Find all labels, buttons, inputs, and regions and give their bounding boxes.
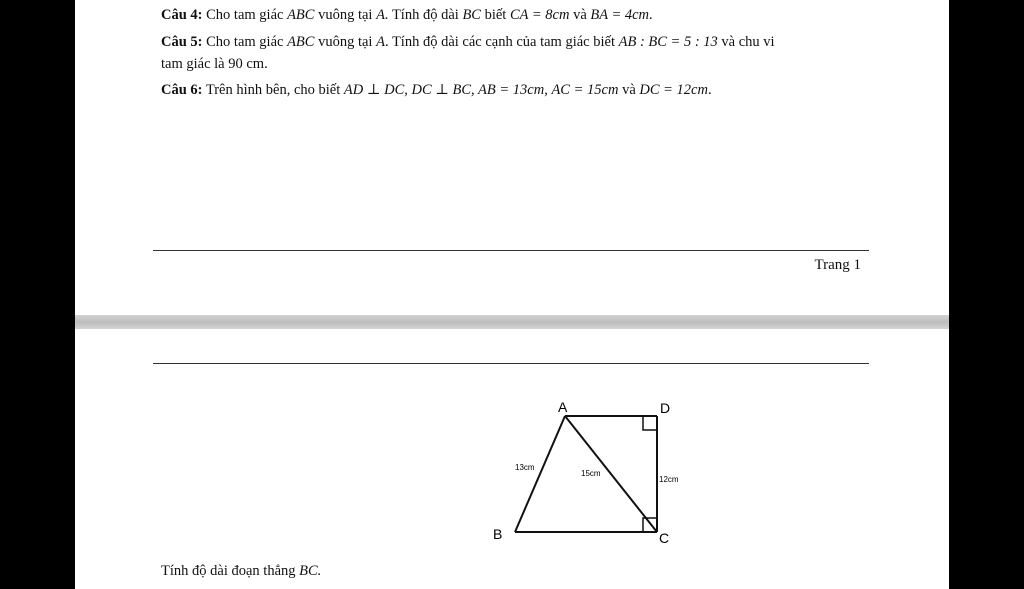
- page-number: Trang 1: [814, 257, 861, 273]
- label-ab: 13cm: [515, 463, 535, 472]
- vertex-c: C: [659, 530, 670, 546]
- label-ac: 15cm: [581, 469, 601, 478]
- segment-ab: [515, 416, 565, 532]
- question-6: Câu 6: Trên hình bên, cho biết AD ⊥ DC, DC ⊥ BC, AB = 13cm, AC = 15cm và DC = 12cm.: [161, 82, 712, 98]
- segment-ac: [565, 416, 657, 532]
- question-5: Câu 5: Cho tam giác ABC vuông tại A. Tính độ dài các cạnh của tam giác biết AB : BC = 5 : 13 và chu vi: [161, 34, 775, 50]
- footer-rule: [153, 250, 869, 251]
- vertex-b: B: [493, 526, 503, 542]
- question-6-ask: Tính độ dài đoạn thẳng BC.: [161, 563, 322, 579]
- vertex-d: D: [660, 400, 671, 416]
- header-rule: [153, 363, 869, 364]
- right-angle-d: [643, 416, 657, 430]
- question-5-line-2: tam giác là 90 cm.: [161, 56, 268, 72]
- label-dc: 12cm: [659, 475, 679, 484]
- question-4: Câu 4: Cho tam giác ABC vuông tại A. Tính độ dài BC biết CA = 8cm và BA = 4cm.: [161, 7, 653, 23]
- trapezoid-figure: [407, 390, 687, 550]
- page-separator: [75, 315, 949, 329]
- vertex-a: A: [558, 399, 568, 415]
- document-viewer: [75, 0, 949, 589]
